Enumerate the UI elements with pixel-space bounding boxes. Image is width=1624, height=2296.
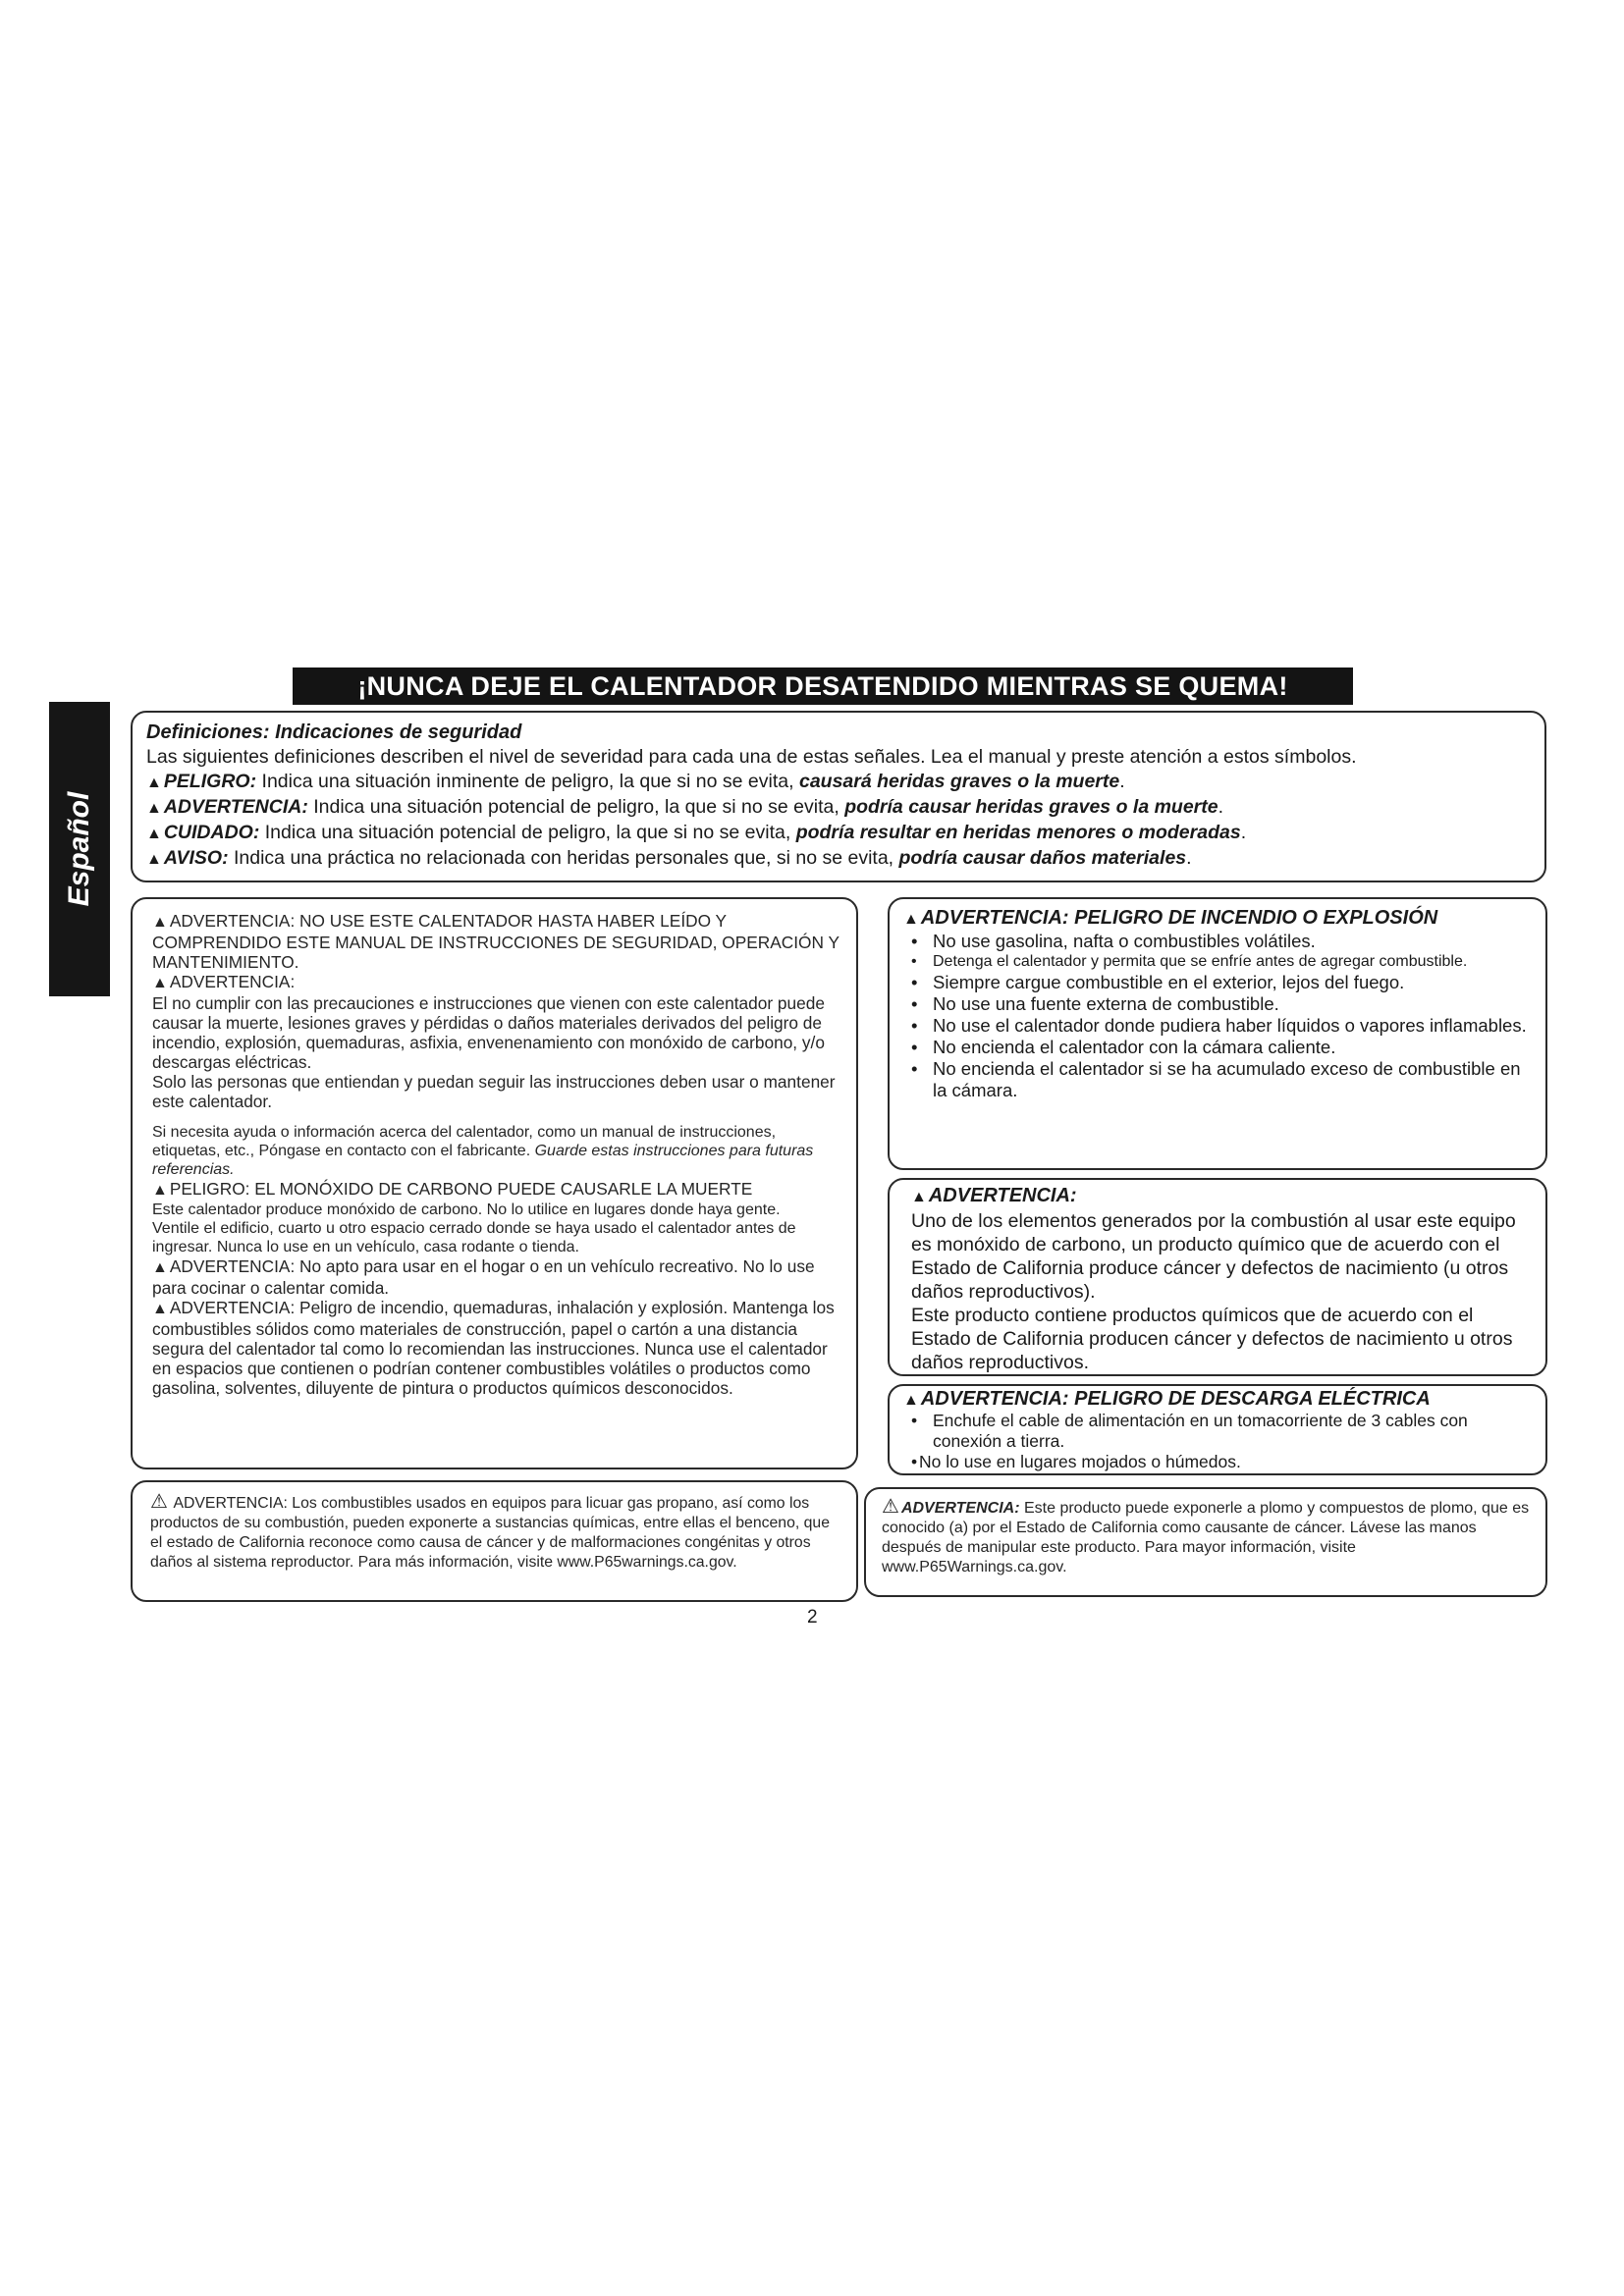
list-item: • No use el calentador donde pudiera haber líquidos o vapores inflamables. (903, 1015, 1532, 1037)
warning-triangle-icon: ▲ (146, 774, 162, 791)
list-item: • Detenga el calentador y permita que se enfríe antes de agregar combustible. (903, 952, 1532, 972)
definitions-box (131, 711, 1546, 882)
electric-shock-box (888, 1384, 1547, 1475)
definition-peligro: ▲ PELIGRO: Indica una situación inminente de peligro, la que si no se evita, causará heridas graves o la muerte. (146, 770, 1531, 795)
list-item: • No encienda el calentador con la cámara caliente. (903, 1037, 1532, 1058)
warning-triangle-icon: ▲ (146, 800, 162, 817)
definition-advertencia: ▲ ADVERTENCIA: Indica una situación potencial de peligro, la que si no se evita, podría causar heridas graves o la muerte. (146, 795, 1531, 821)
warning-triangle-icon: ▲ (146, 826, 162, 842)
california-co-note: Uno de los elementos generados por la combustión al usar este equipo es monóxido de carbono, un producto químico que de acuerdo con el Estado de California produce cáncer y defectos de nacimiento (u otros daños reproductivos). (911, 1210, 1516, 1303)
warning-triangle-icon: ▲ (911, 1189, 927, 1205)
warning-triangle-icon: ▲ (152, 975, 168, 991)
warning-triangle-outline-icon: ⚠ (882, 1496, 899, 1518)
fire-explosion-title: ▲ ADVERTENCIA: PELIGRO DE INCENDIO O EXPLOSIÓN (903, 907, 1438, 929)
warning-read-manual: ▲ ADVERTENCIA: NO USE ESTE CALENTADOR HASTA HABER LEÍDO Y COMPRENDIDO ESTE MANUAL DE INSTRUCCIONES DE SEGURIDAD, OPERACIÓN Y MANTENIMIENTO. (152, 911, 839, 972)
list-item: • Siempre cargue combustible en el exterior, lejos del fuego. (903, 972, 1532, 993)
warning-triangle-icon: ▲ (903, 1392, 919, 1409)
electric-shock-list (903, 1411, 1532, 1472)
warning-triangle-icon: ▲ (152, 1182, 168, 1199)
page-number: 2 (807, 1607, 818, 1628)
fire-explosion-list (903, 931, 1532, 1101)
main-warning-box (131, 897, 858, 1469)
definitions-intro: Las siguientes definiciones describen el nivel de severidad para cada una de estas señales. Lea el manual y preste atención a estos símbolos. (146, 746, 1357, 768)
definitions-title: Definiciones: Indicaciones de seguridad (146, 721, 522, 743)
language-tab-label: Español (63, 791, 95, 907)
language-tab (49, 702, 110, 996)
california-chemicals-note: Este producto contiene productos químicos que de acuerdo con el Estado de California producen cáncer y defectos de nacimiento u otros daños reproductivos. (911, 1305, 1513, 1373)
warning-banner: ¡NUNCA DEJE EL CALENTADOR DESATENDIDO MIENTRAS SE QUEMA! (293, 667, 1353, 705)
warning-consequences: El no cumplir con las precauciones e instrucciones que vienen con este calentador puede causar la muerte, lesiones graves y pérdidas o daños materiales derivados del peligro de incendio, explosión, quemaduras, asfixia, envenenamiento con monóxido de carbono, y/o descargas eléctricas. (152, 993, 825, 1072)
warning-heading: ▲ ADVERTENCIA: (152, 972, 296, 991)
list-item: • No use gasolina, nafta o combustibles volátiles. (903, 931, 1532, 952)
warning-triangle-icon: ▲ (152, 1301, 168, 1317)
list-item: • Enchufe el cable de alimentación en un tomacorriente de 3 cables con conexión a tierra. (903, 1411, 1532, 1452)
list-item: • No encienda el calentador si se ha acumulado exceso de combustible en la cámara. (903, 1058, 1532, 1101)
lead-warning-box: ⚠ ADVERTENCIA: Este producto puede exponerle a plomo y compuestos de plomo, que es conocido (a) por el Estado de California como causante de cáncer. Lávese las manos después de manipular este producto. Para mayor información, visite www.P65Warnings.ca.gov. (864, 1487, 1547, 1597)
danger-carbon-monoxide: ▲ PELIGRO: EL MONÓXIDO DE CARBONO PUEDE CAUSARLE LA MUERTE (152, 1179, 753, 1199)
warning-not-for-home: ▲ ADVERTENCIA: No apto para usar en el hogar o en un vehículo recreativo. No lo use para cocinar o calentar comida. (152, 1256, 815, 1298)
ventilation-note: Ventile el edificio, cuarto u otro espacio cerrado donde se haya usado el calentador antes de ingresar. Nunca lo use en un vehículo, casa rodante o tienda. (152, 1220, 796, 1255)
warning-triangle-icon: ▲ (152, 914, 168, 931)
list-item: • No use una fuente externa de combustible. (903, 993, 1532, 1015)
propane-warning-box: ⚠ ADVERTENCIA: Los combustibles usados en equipos para licuar gas propano, así como los productos de su combustión, pueden exponerte a sustancias químicas, entre ellas el benceno, que el estado de California reconoce como causa de cáncer y de malformaciones congénitas y otros daños al sistema reproductor. Para más información, visite www.P65warnings.ca.gov. (131, 1480, 858, 1602)
fire-explosion-box (888, 897, 1547, 1170)
definition-aviso: ▲ AVISO: Indica una práctica no relacionada con heridas personales que, si no se evita, podría causar daños materiales. (146, 846, 1531, 872)
california-warning-box (888, 1178, 1547, 1376)
definition-cuidado: ▲ CUIDADO: Indica una situación potencial de peligro, la que si no se evita, podría resultar en heridas menores o moderadas. (146, 821, 1531, 846)
co-production-note: Este calentador produce monóxido de carbono. No lo utilice en lugares donde haya gente. (152, 1201, 781, 1218)
warning-qualified-users: Solo las personas que entiendan y puedan seguir las instrucciones deben usar o mantener este calentador. (152, 1072, 836, 1111)
warning-triangle-icon: ▲ (903, 911, 919, 928)
warning-triangle-outline-icon: ⚠ (150, 1491, 168, 1513)
warning-triangle-icon: ▲ (146, 851, 162, 868)
california-warning-title: ▲ ADVERTENCIA: (911, 1184, 1532, 1209)
warning-fire-burns: ▲ ADVERTENCIA: Peligro de incendio, quemaduras, inhalación y explosión. Mantenga los combustibles sólidos como materiales de construcción, papel o cartón a una distancia segura del calentador tal como lo recomiendan las instrucciones. Nunca use el calentador en espacios que contienen o podrían contener combustibles volátiles o productos como gasolina, solventes, diluyente de pintura o productos químicos desconocidos. (152, 1298, 835, 1398)
help-contact-note: Si necesita ayuda o información acerca del calentador, como un manual de instrucciones, etiquetas, etc., Póngase en contacto con el fabricante. Guarde estas instrucciones para futuras referencias. (152, 1124, 814, 1178)
electric-shock-title: ▲ ADVERTENCIA: PELIGRO DE DESCARGA ELÉCTRICA (903, 1388, 1431, 1410)
list-item: • No lo use en lugares mojados o húmedos. (903, 1452, 1532, 1472)
warning-triangle-icon: ▲ (152, 1259, 168, 1276)
